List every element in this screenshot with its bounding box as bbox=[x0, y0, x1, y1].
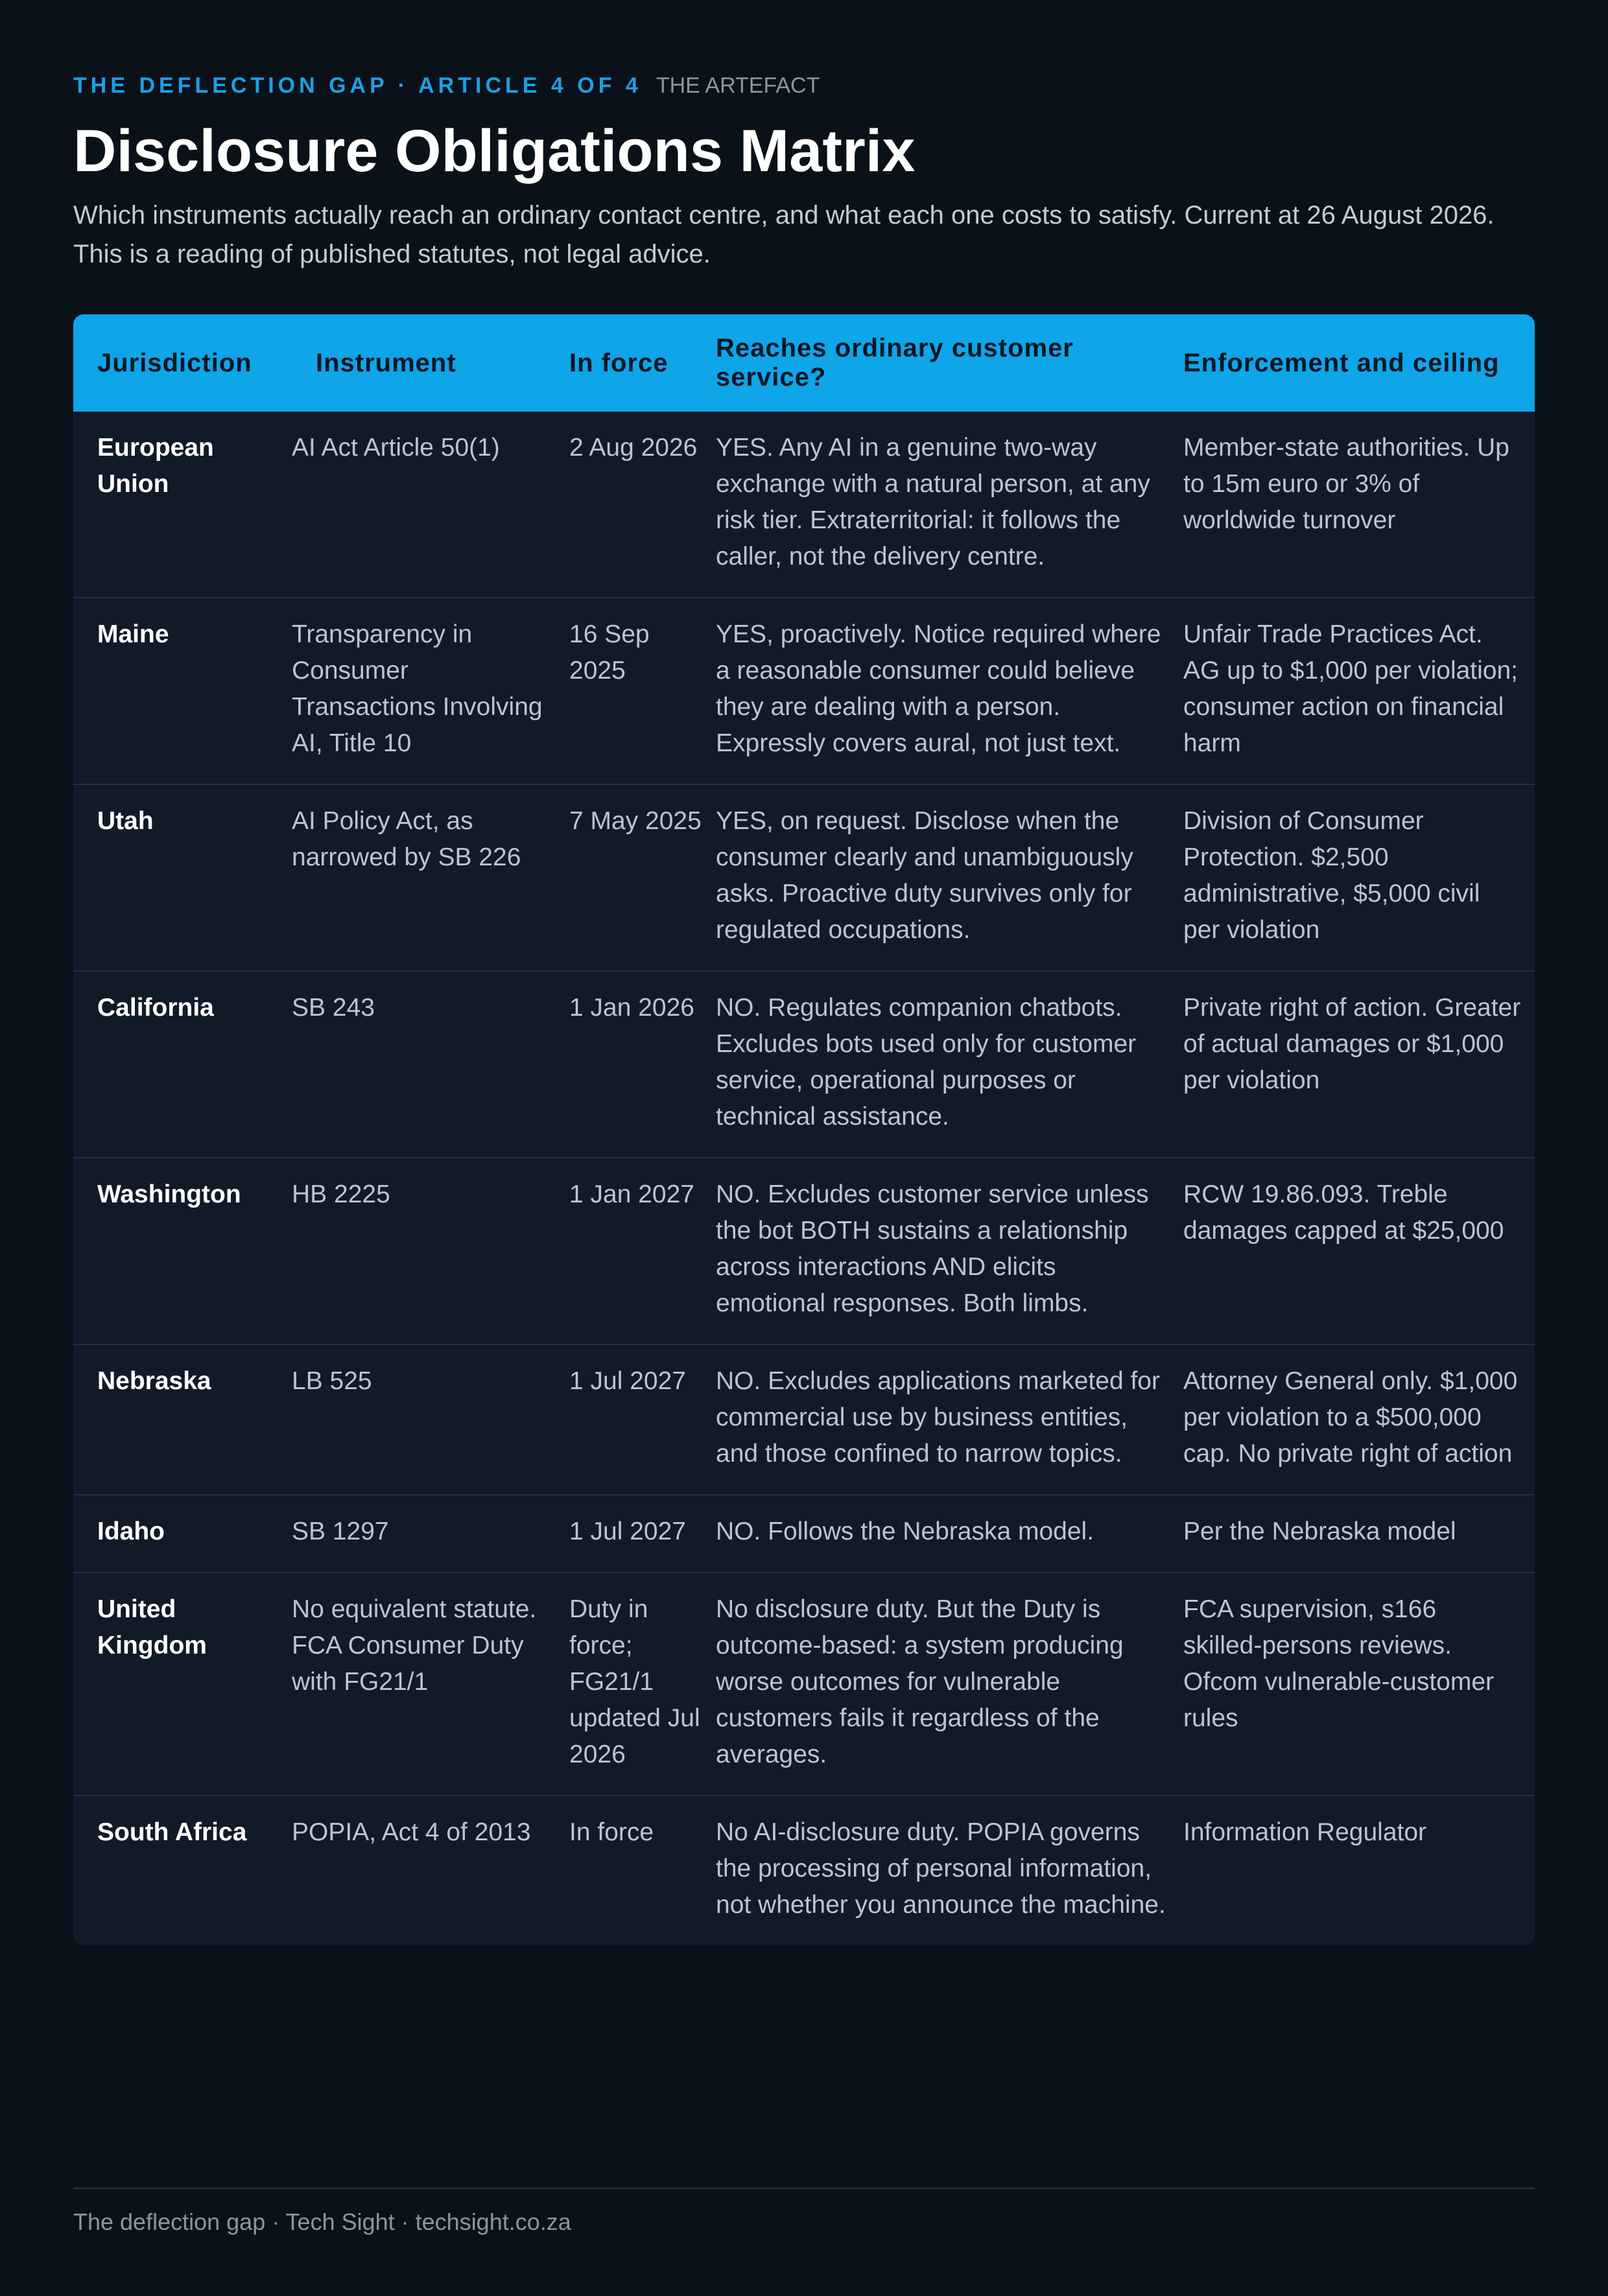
jurisdiction-cell: California bbox=[73, 971, 292, 1158]
jurisdiction-cell: Nebraska bbox=[73, 1344, 292, 1495]
reaches-cell: NO. Follows the Nebraska model. bbox=[716, 1495, 1183, 1573]
jurisdiction-cell: Washington bbox=[73, 1158, 292, 1344]
footer-text: The deflection gap · Tech Sight · techsight.co.za bbox=[73, 2208, 571, 2235]
header-row bbox=[73, 314, 1535, 412]
section-label: THE ARTEFACT bbox=[656, 73, 820, 98]
instrument-cell: SB 243 bbox=[292, 971, 569, 1158]
jurisdiction-cell: South Africa bbox=[73, 1796, 292, 1945]
table-row bbox=[73, 1495, 1535, 1573]
jurisdiction-cell: European Union bbox=[97, 434, 214, 498]
in-force-cell: 1 Jul 2027 bbox=[569, 1344, 716, 1495]
intro-text: Which instruments actually reach an ordinary contact centre, and what each one costs to satisfy. Current at 26 August 2026. This is a reading of published statutes, not legal advice. bbox=[73, 201, 1495, 268]
table-row bbox=[73, 1158, 1535, 1344]
column-header-jurisdiction: Jurisdiction bbox=[73, 314, 292, 412]
in-force-cell: 1 Jul 2027 bbox=[569, 1495, 716, 1573]
jurisdiction-cell: Utah bbox=[73, 784, 292, 971]
instrument-cell: LB 525 bbox=[292, 1344, 569, 1495]
column-header-enforcement: Enforcement and ceiling bbox=[1183, 314, 1535, 412]
instrument-cell: SB 1297 bbox=[292, 1495, 569, 1573]
table-body bbox=[73, 412, 1535, 1945]
jurisdiction-cell: Maine bbox=[73, 598, 292, 784]
in-force-cell: In force bbox=[569, 1796, 716, 1945]
matrix-table bbox=[73, 314, 1535, 1945]
enforcement-cell: Division of Consumer Protection. $2,500 administrative, $5,000 civil per violation bbox=[1183, 784, 1535, 971]
enforcement-cell: FCA supervision, s166 skilled-persons reviews. Ofcom vulnerable-customer rules bbox=[1183, 1573, 1535, 1796]
table-row bbox=[73, 598, 1535, 784]
reaches-cell: No disclosure duty. But the Duty is outcome-based: a system producing worse outcomes for vulnerable customers fails it regardless of the averages. bbox=[716, 1573, 1183, 1796]
enforcement-cell: Information Regulator bbox=[1183, 1796, 1535, 1945]
table-header bbox=[73, 314, 1535, 412]
instrument-cell: Transparency in Consumer Transactions Involving AI, Title 10 bbox=[292, 598, 569, 784]
reaches-cell: YES, on request. Disclose when the consumer clearly and unambiguously asks. Proactive duty survives only for regulated occupations. bbox=[716, 784, 1183, 971]
page-title: Disclosure Obligations Matrix bbox=[73, 118, 916, 184]
kicker bbox=[73, 73, 820, 99]
in-force-cell: 1 Jan 2026 bbox=[569, 971, 716, 1158]
column-header-in-force: In force bbox=[569, 314, 716, 412]
reaches-cell: No AI-disclosure duty. POPIA governs the processing of personal information, not whether you announce the machine. bbox=[716, 1796, 1183, 1945]
instrument-cell: POPIA, Act 4 of 2013 bbox=[292, 1796, 569, 1945]
instrument-cell: AI Policy Act, as narrowed by SB 226 bbox=[292, 784, 569, 971]
series-label: THE DEFLECTION GAP · ARTICLE 4 OF 4 bbox=[73, 73, 642, 98]
reaches-cell: YES, proactively. Notice required where a reasonable consumer could believe they are dealing with a person. Expressly covers aural, not just text. bbox=[716, 598, 1183, 784]
footer-divider bbox=[73, 2188, 1535, 2189]
column-header-reaches: Reaches ordinary customer service? bbox=[716, 314, 1183, 412]
in-force-cell: 1 Jan 2027 bbox=[569, 1158, 716, 1344]
table-row bbox=[73, 1796, 1535, 1945]
table-row bbox=[73, 971, 1535, 1158]
table-row bbox=[73, 1344, 1535, 1495]
reaches-cell: NO. Excludes applications marketed for commercial use by business entities, and those confined to narrow topics. bbox=[716, 1344, 1183, 1495]
table-row bbox=[73, 412, 1535, 598]
column-header-instrument: Instrument bbox=[292, 314, 569, 412]
jurisdiction-cell: United Kingdom bbox=[73, 1573, 292, 1796]
enforcement-cell: Private right of action. Greater of actual damages or $1,000 per violation bbox=[1183, 971, 1535, 1158]
in-force-cell: 7 May 2025 bbox=[569, 784, 716, 971]
in-force-cell: 16 Sep 2025 bbox=[569, 598, 716, 784]
reaches-cell: YES. Any AI in a genuine two-way exchange with a natural person, at any risk tier. Extraterritorial: it follows the caller, not the delivery centre. bbox=[716, 434, 1150, 570]
instrument-cell: AI Act Article 50(1) bbox=[292, 434, 500, 462]
enforcement-cell: Unfair Trade Practices Act. AG up to $1,000 per violation; consumer action on financial harm bbox=[1183, 598, 1535, 784]
enforcement-cell: RCW 19.86.093. Treble damages capped at $25,000 bbox=[1183, 1158, 1535, 1344]
jurisdiction-cell: Idaho bbox=[73, 1495, 292, 1573]
reaches-cell: NO. Excludes customer service unless the bot BOTH sustains a relationship across interactions AND elicits emotional responses. Both limbs. bbox=[716, 1158, 1183, 1344]
enforcement-cell: Member-state authorities. Up to 15m euro or 3% of worldwide turnover bbox=[1183, 434, 1509, 534]
in-force-cell: Duty in force; FG21/1 updated Jul 2026 bbox=[569, 1573, 716, 1796]
reaches-cell: NO. Regulates companion chatbots. Excludes bots used only for customer service, operational purposes or technical assistance. bbox=[716, 971, 1183, 1158]
instrument-cell: HB 2225 bbox=[292, 1158, 569, 1344]
table-row bbox=[73, 784, 1535, 971]
in-force-cell: 2 Aug 2026 bbox=[569, 434, 698, 462]
enforcement-cell: Per the Nebraska model bbox=[1183, 1495, 1535, 1573]
enforcement-cell: Attorney General only. $1,000 per violation to a $500,000 cap. No private right of action bbox=[1183, 1344, 1535, 1495]
table-row bbox=[73, 1573, 1535, 1796]
instrument-cell: No equivalent statute. FCA Consumer Duty with FG21/1 bbox=[292, 1573, 569, 1796]
obligations-table bbox=[73, 314, 1535, 1945]
